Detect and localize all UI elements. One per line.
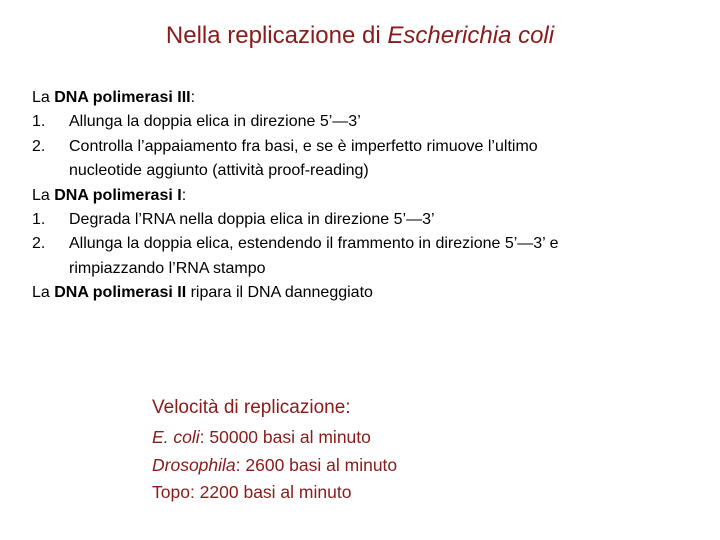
list-item-text: Allunga la doppia elica, estendendo il frammento in direzione 5’—3’ e [69,235,559,253]
replication-speed-block [152,394,672,507]
organism-name: Drosophila [152,454,236,475]
speed-row-drosophila [152,452,672,480]
pol1-item-2-continuation: rimpiazzando l’RNA stampo [69,259,266,277]
pol2-line-pre: La [32,284,55,302]
pol1-heading-name: DNA polimerasi I [54,186,182,204]
pol1-item-2 [32,232,712,256]
list-number: 2. [32,235,46,253]
speed-title: Velocità di replicazione: [152,397,351,418]
pol3-heading-post: : [190,89,196,106]
speed-row-ecoli [152,424,672,452]
pol2-line [32,281,712,305]
pol1-heading-post: : [181,186,187,204]
list-item-text: Controlla l’appaiamento fra basi, e se è imperfetto rimuove l’ultimo [69,137,538,155]
pol2-line-post: ripara il DNA danneggiato [186,284,373,302]
polymerase-list [32,86,712,306]
pol3-heading [32,86,712,110]
slide-title-organism: Escherichia coli [387,22,555,49]
list-number: 1. [32,210,46,228]
speed-value: : 50000 basi al minuto [199,427,371,447]
pol1-item-1 [32,208,712,232]
pol3-item-2 [32,135,712,159]
pol2-line-name: DNA polimerasi II [54,284,187,302]
pol3-heading-pre: La [32,89,55,106]
speed-row-topo [152,479,672,507]
list-item-text: Allunga la doppia elica in direzione 5’—3’ [69,113,361,131]
pol1-heading [32,184,712,208]
slide-title-prefix: Nella replicazione di [165,22,388,49]
pol3-item-2-continuation: nucleotide aggiunto (attività proof-reading) [69,162,369,180]
speed-value: Topo: 2200 basi al minuto [152,482,352,503]
list-number: 1. [32,113,46,131]
organism-name: E. coli [152,427,200,447]
pol3-heading-name: DNA polimerasi III [54,89,191,106]
list-item-text: Degrada l’RNA nella doppia elica in direzione 5’—3’ [69,210,435,228]
slide-title [0,18,720,54]
list-number: 2. [32,137,46,155]
speed-value: : 2600 basi al minuto [235,454,398,475]
pol3-item-1 [32,110,712,134]
pol1-heading-pre: La [32,186,55,204]
